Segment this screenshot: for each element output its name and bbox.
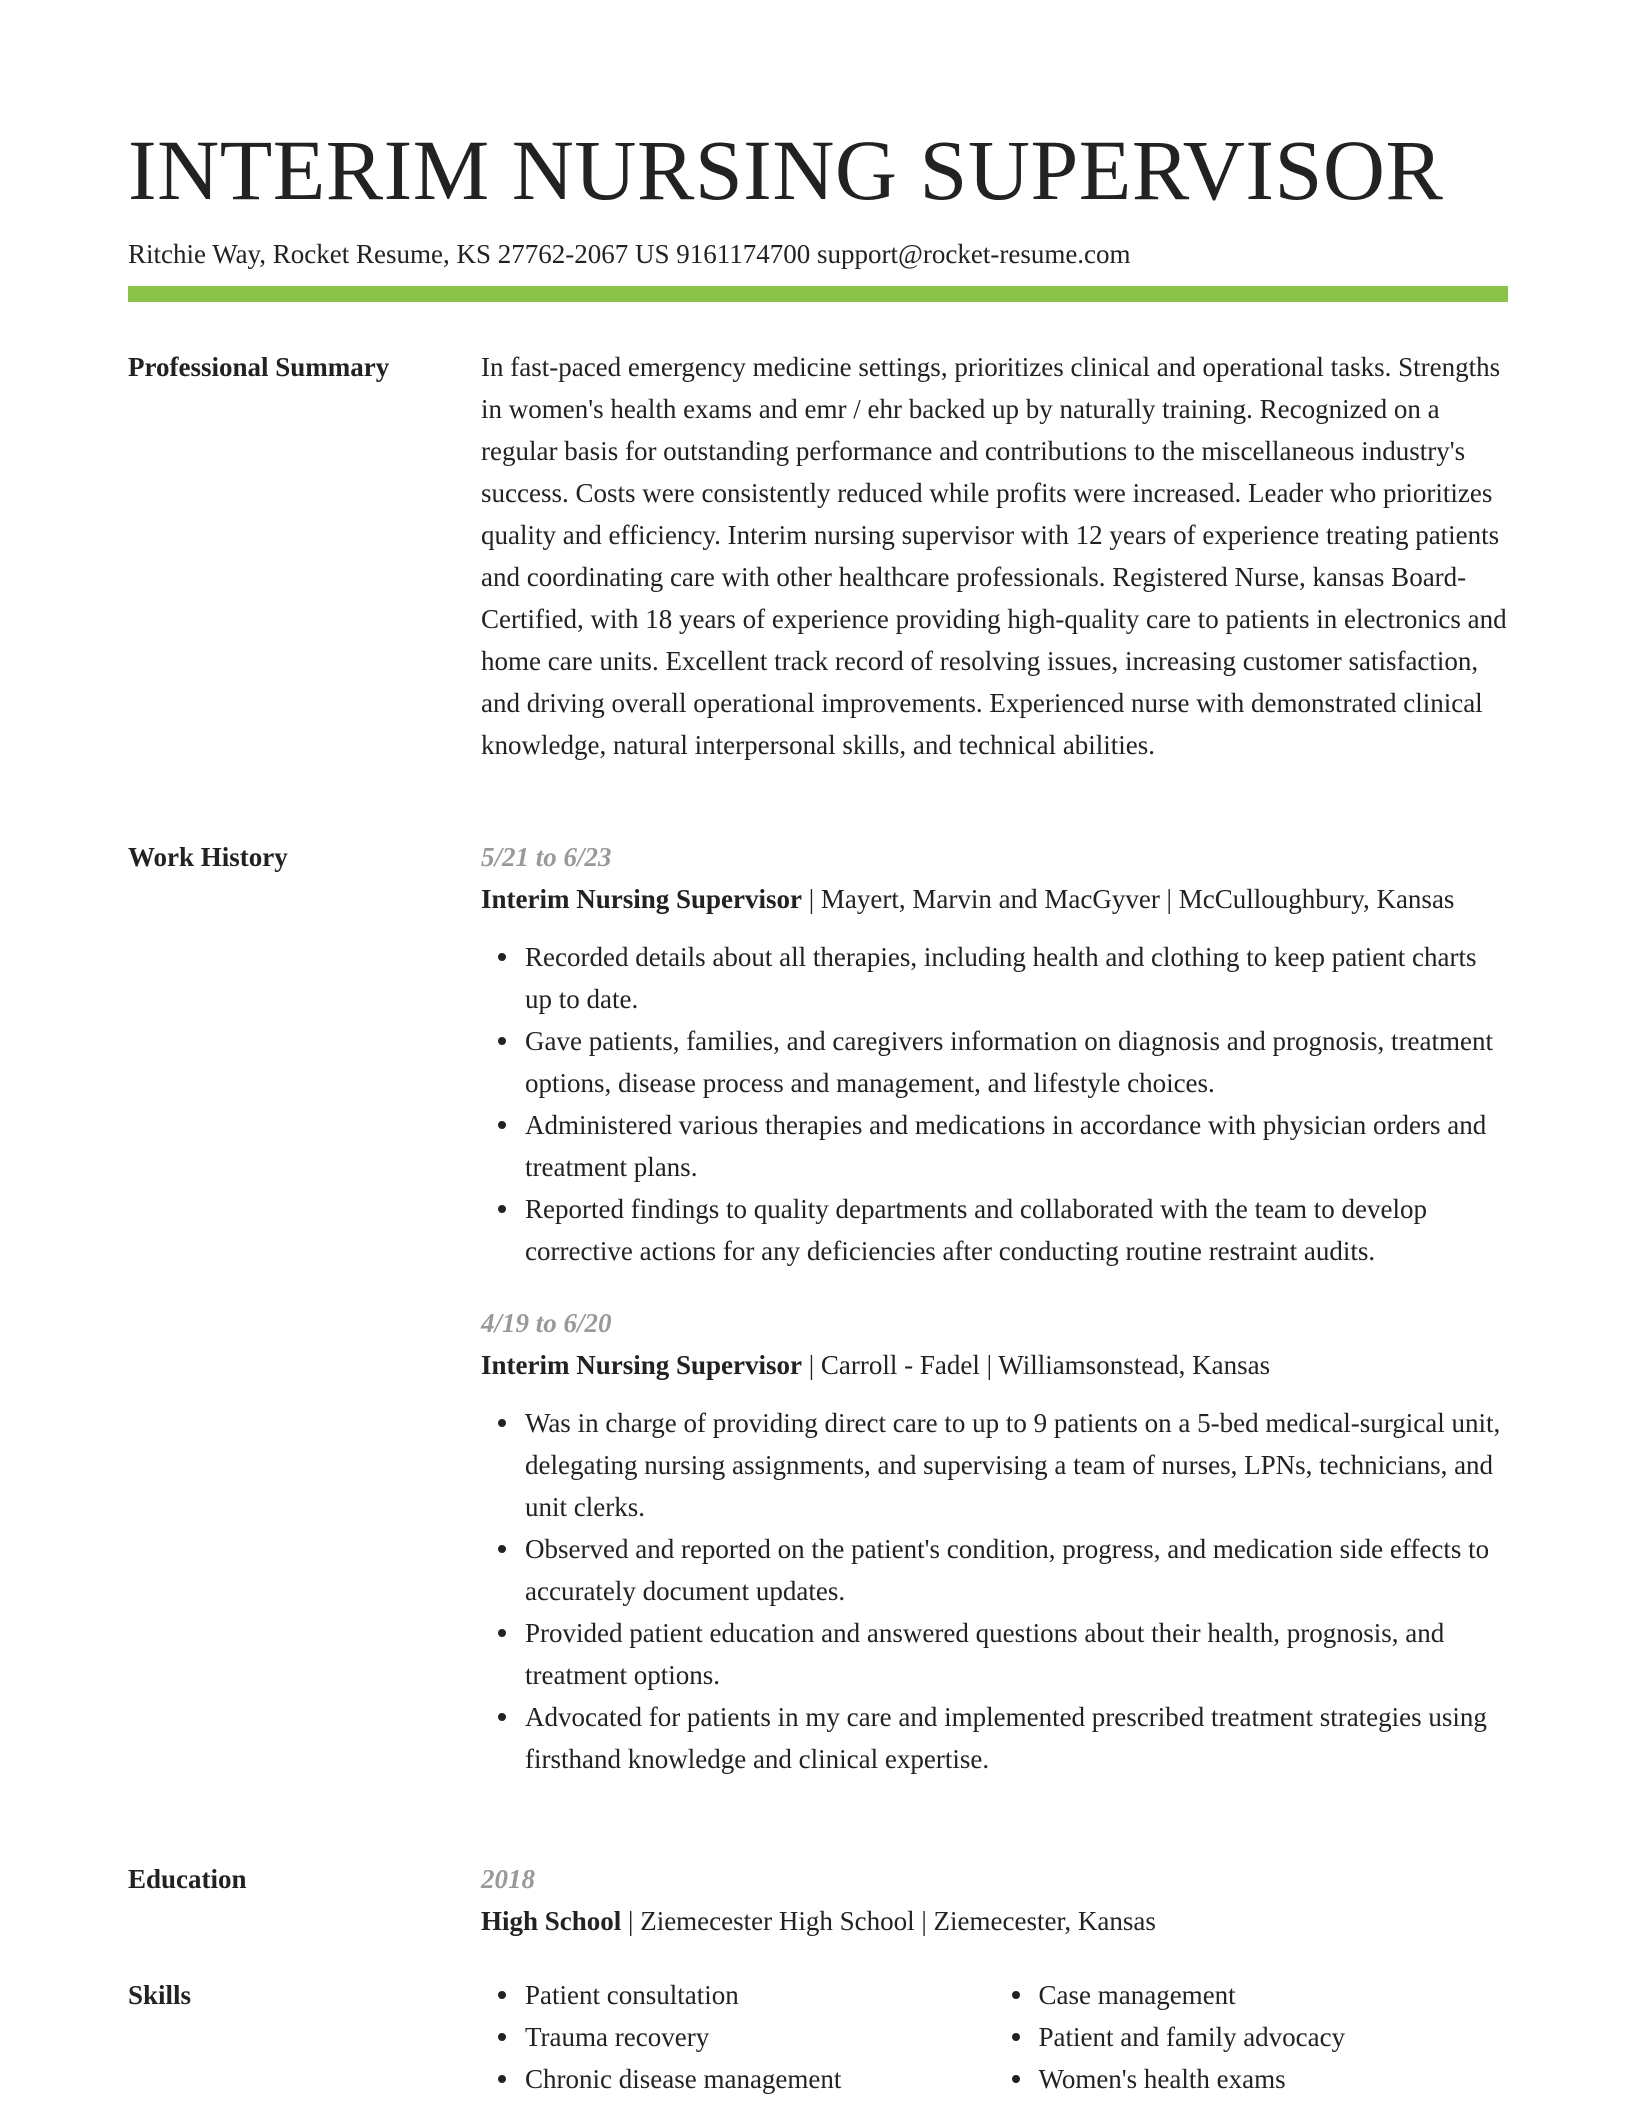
education-body: [481, 1858, 1508, 1942]
job-employer-location: | Carroll - Fadel | Williamsonstead, Kansas: [802, 1350, 1271, 1380]
work-history-body: [481, 836, 1508, 1780]
education-heading: Education: [128, 1864, 247, 1894]
skills-list-right: [995, 1974, 1509, 2100]
job-title: Interim Nursing Supervisor: [481, 1350, 803, 1380]
education-line: [481, 1900, 1508, 1942]
skills-body: [481, 1974, 1508, 2100]
job-bullet: Administered various therapies and medications in accordance with physician orders and treatment plans.: [525, 1104, 1508, 1188]
job-bullet: Provided patient education and answered questions about their health, prognosis, and treatment options.: [525, 1612, 1508, 1696]
job-bullet: Recorded details about all therapies, including health and clothing to keep patient charts up to date.: [525, 936, 1508, 1020]
job-dates: 4/19 to 6/20: [481, 1308, 612, 1338]
summary-text: In fast-paced emergency medicine settings, prioritizes clinical and operational tasks. Strengths in women's health exams and emr / ehr backed up by naturally training. Recognized on a regular basis for outstanding performance and contributions to the miscellaneous industry's success. Costs were consistently reduced while profits were increased. Leader who prioritizes quality and efficiency. Interim nursing supervisor with 12 years of experience treating patients and coordinating care with other healthcare professionals. Registered Nurse, kansas Board-Certified, with 18 years of experience providing high-quality care to patients in electronics and home care units. Excellent track record of resolving issues, increasing customer satisfaction, and driving overall operational improvements. Experienced nurse with demonstrated clinical knowledge, natural interpersonal skills, and technical abilities.: [481, 352, 1507, 760]
job-title: Interim Nursing Supervisor: [481, 884, 803, 914]
job-entry: [481, 836, 1508, 1272]
skill-item: Trauma recovery: [525, 2016, 995, 2058]
summary-body: [481, 346, 1508, 766]
job-heading-line: [481, 1344, 1508, 1386]
resume-header: [128, 118, 1508, 272]
skill-item: Patient consultation: [525, 1974, 995, 2016]
job-heading-line: [481, 878, 1508, 920]
education-year: 2018: [481, 1864, 535, 1894]
accent-divider: [128, 286, 1508, 302]
skill-item: Case management: [1039, 1974, 1509, 2016]
job-entry: [481, 1302, 1508, 1780]
job-bullet: Reported findings to quality departments and collaborated with the team to develop corrective actions for any deficiencies after conducting routine restraint audits.: [525, 1188, 1508, 1272]
skills-heading: Skills: [128, 1980, 192, 2010]
contact-line: Ritchie Way, Rocket Resume, KS 27762-2067 US 9161174700 support@rocket-resume.com: [128, 239, 1131, 269]
job-bullet: Advocated for patients in my care and implemented prescribed treatment strategies using firsthand knowledge and clinical expertise.: [525, 1696, 1508, 1780]
work-history-heading: Work History: [128, 842, 288, 872]
job-employer-location: | Mayert, Marvin and MacGyver | McCulloughbury, Kansas: [802, 884, 1455, 914]
skill-item: Chronic disease management: [525, 2058, 995, 2100]
job-bullet: Was in charge of providing direct care to up to 9 patients on a 5-bed medical-surgical unit, delegating nursing assignments, and supervising a team of nurses, LPNs, technicians, and unit clerks.: [525, 1402, 1508, 1528]
summary-heading: Professional Summary: [128, 352, 390, 382]
job-bullets: [481, 1402, 1508, 1780]
education-degree: High School: [481, 1906, 622, 1936]
job-dates: 5/21 to 6/23: [481, 842, 612, 872]
skill-item: Patient and family advocacy: [1039, 2016, 1509, 2058]
education-school-location: | Ziemecester High School | Ziemecester, Kansas: [621, 1906, 1156, 1936]
resume-title: INTERIM NURSING SUPERVISOR: [128, 122, 1444, 218]
skills-columns: [481, 1974, 1508, 2100]
skills-list-left: [481, 1974, 995, 2100]
job-bullets: [481, 936, 1508, 1272]
skill-item: Women's health exams: [1039, 2058, 1509, 2100]
job-bullet: Gave patients, families, and caregivers information on diagnosis and prognosis, treatment options, disease process and management, and lifestyle choices.: [525, 1020, 1508, 1104]
job-bullet: Observed and reported on the patient's condition, progress, and medication side effects to accurately document updates.: [525, 1528, 1508, 1612]
